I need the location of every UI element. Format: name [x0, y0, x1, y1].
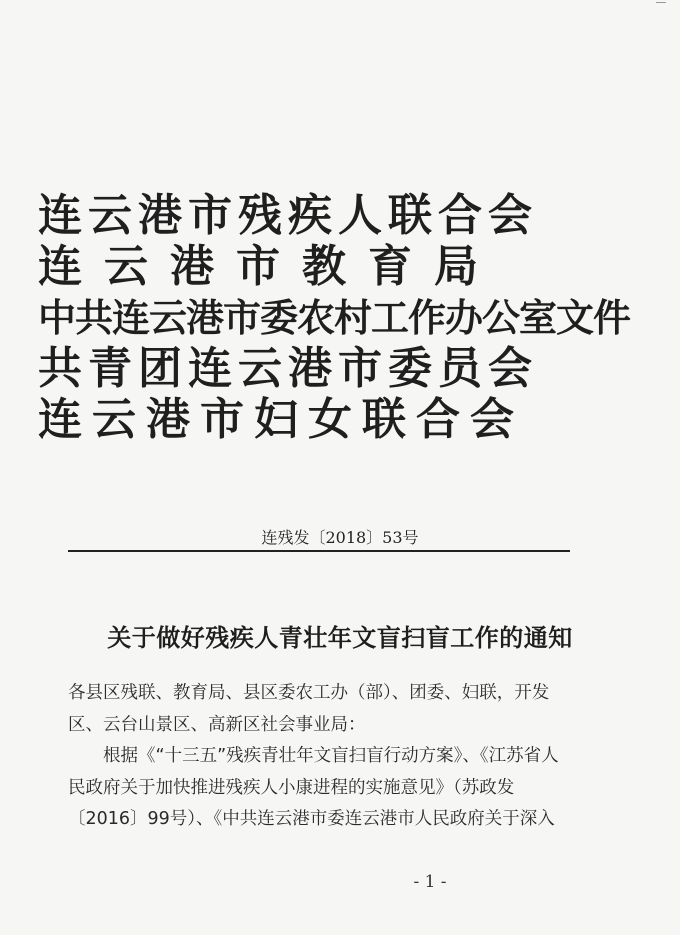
notice-body [68, 678, 576, 836]
issuing-organization: 共青团连云港市委员会 [38, 343, 538, 394]
issuing-organization: 连云港市教育局 [38, 241, 500, 292]
header-divider [68, 550, 570, 552]
issuing-organization: 中共连云港市委农村工作办公室文件 [38, 295, 631, 340]
body-paragraph: 根据《“十三五”残疾青壮年文盲扫盲行动方案》、《江苏省人民政府关于加快推进残疾人小康进程的实施意见》（苏政发〔2016〕99号）、《中共连云港市委连云港市人民政府关于深入 [68, 746, 559, 829]
issuing-organizations-block [38, 190, 648, 445]
notice-title: 关于做好残疾人青壮年文盲扫盲工作的通知 [107, 623, 573, 652]
issuing-organization: 连云港市妇女联合会 [38, 394, 524, 445]
recipients-line: 各县区残联、教育局、县区委农工办（部）、团委、妇联，开发区、云台山景区、高新区社会事业局： [68, 683, 550, 735]
document-number: 连残发〔2018〕53号 [261, 528, 419, 547]
issuing-organization: 连云港市残疾人联合会 [38, 190, 538, 241]
scan-mark [656, 2, 666, 9]
page-number: - 1 - [413, 872, 447, 892]
